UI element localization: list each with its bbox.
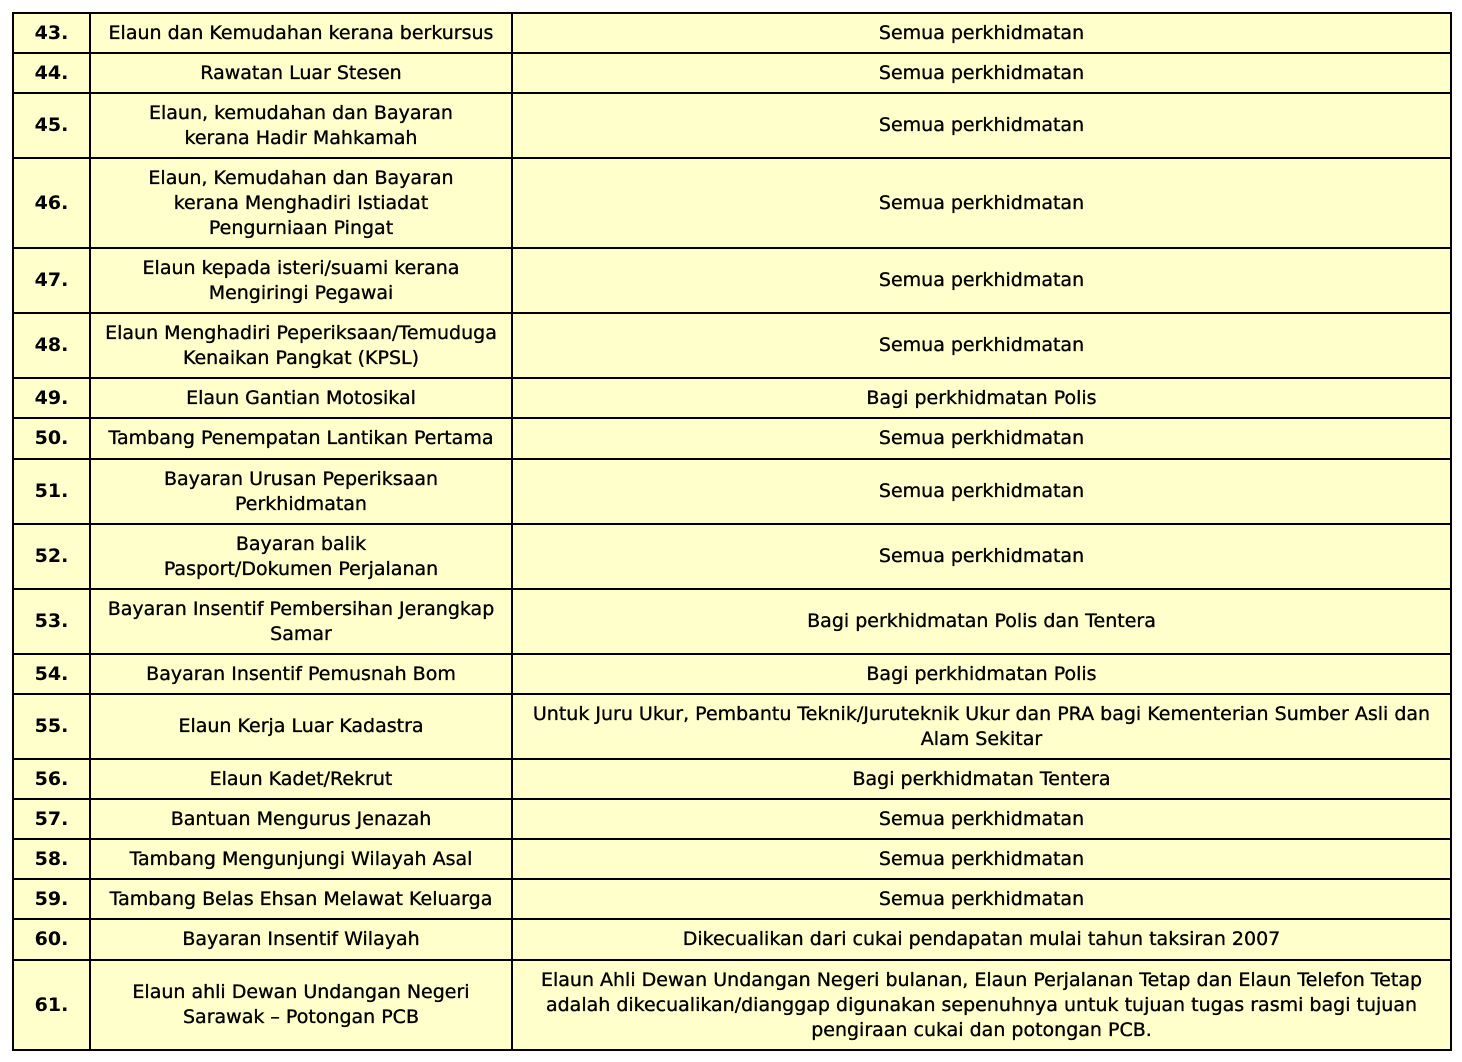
table-row: [13, 654, 1451, 694]
service-scope: Bagi perkhidmatan Tentera: [512, 759, 1451, 799]
item-number: 53.: [13, 589, 90, 654]
table-row: [13, 524, 1451, 589]
allowance-name: Elaun Kerja Luar Kadastra: [90, 694, 512, 759]
table-row: [13, 313, 1451, 378]
table-row: [13, 158, 1451, 248]
table-row: [13, 378, 1451, 418]
item-number: 60.: [13, 919, 90, 960]
allowance-name: Bantuan Mengurus Jenazah: [90, 799, 512, 839]
table-row: [13, 13, 1451, 53]
allowance-name: Bayaran balik Pasport/Dokumen Perjalanan: [90, 524, 512, 589]
allowance-name: Tambang Mengunjungi Wilayah Asal: [90, 839, 512, 879]
table-row: [13, 694, 1451, 759]
item-number: 59.: [13, 879, 90, 919]
item-number: 54.: [13, 654, 90, 694]
service-scope: Semua perkhidmatan: [512, 418, 1451, 459]
allowance-name: Elaun ahli Dewan Undangan Negeri Sarawak – Potongan PCB: [90, 960, 512, 1050]
item-number: 52.: [13, 524, 90, 589]
table-row: [13, 960, 1451, 1050]
service-scope: Semua perkhidmatan: [512, 459, 1451, 524]
table-row: [13, 93, 1451, 158]
service-scope: Elaun Ahli Dewan Undangan Negeri bulanan, Elaun Perjalanan Tetap dan Elaun Telefon Tetap adalah dikecualikan/dianggap digunakan sepenuhnya untuk tujuan tugas rasmi bagi tujuan pengiraan cukai dan potongan PCB.: [512, 960, 1451, 1050]
table-row: [13, 759, 1451, 799]
service-scope: Semua perkhidmatan: [512, 93, 1451, 158]
item-number: 57.: [13, 799, 90, 839]
allowance-name: Tambang Penempatan Lantikan Pertama: [90, 418, 512, 459]
allowance-name: Elaun, Kemudahan dan Bayaran kerana Menghadiri Istiadat Pengurniaan Pingat: [90, 158, 512, 248]
service-scope: Bagi perkhidmatan Polis dan Tentera: [512, 589, 1451, 654]
table-row: [13, 879, 1451, 919]
allowance-name: Elaun Kadet/Rekrut: [90, 759, 512, 799]
table-row: [13, 919, 1451, 960]
item-number: 44.: [13, 53, 90, 93]
allowance-name: Tambang Belas Ehsan Melawat Keluarga: [90, 879, 512, 919]
service-scope: Semua perkhidmatan: [512, 879, 1451, 919]
service-scope: Semua perkhidmatan: [512, 158, 1451, 248]
item-number: 46.: [13, 158, 90, 248]
table-row: [13, 459, 1451, 524]
service-scope: Semua perkhidmatan: [512, 13, 1451, 53]
service-scope: Bagi perkhidmatan Polis: [512, 378, 1451, 418]
table-row: [13, 53, 1451, 93]
table-row: [13, 589, 1451, 654]
service-scope: Untuk Juru Ukur, Pembantu Teknik/Juruteknik Ukur dan PRA bagi Kementerian Sumber Asli dan Alam Sekitar: [512, 694, 1451, 759]
service-scope: Semua perkhidmatan: [512, 799, 1451, 839]
service-scope: Bagi perkhidmatan Polis: [512, 654, 1451, 694]
allowance-name: Elaun Menghadiri Peperiksaan/Temuduga Kenaikan Pangkat (KPSL): [90, 313, 512, 378]
table-row: [13, 799, 1451, 839]
allowance-name: Bayaran Insentif Pembersihan Jerangkap Samar: [90, 589, 512, 654]
allowance-table: [12, 12, 1452, 1051]
allowance-name: Elaun Gantian Motosikal: [90, 378, 512, 418]
table-row: [13, 248, 1451, 313]
item-number: 43.: [13, 13, 90, 53]
item-number: 58.: [13, 839, 90, 879]
item-number: 61.: [13, 960, 90, 1050]
allowance-name: Bayaran Insentif Pemusnah Bom: [90, 654, 512, 694]
service-scope: Dikecualikan dari cukai pendapatan mulai tahun taksiran 2007: [512, 919, 1451, 960]
allowance-name: Bayaran Urusan Peperiksaan Perkhidmatan: [90, 459, 512, 524]
service-scope: Semua perkhidmatan: [512, 248, 1451, 313]
allowance-name: Elaun, kemudahan dan Bayaran kerana Hadir Mahkamah: [90, 93, 512, 158]
allowance-name: Elaun dan Kemudahan kerana berkursus: [90, 13, 512, 53]
allowance-name: Bayaran Insentif Wilayah: [90, 919, 512, 960]
item-number: 50.: [13, 418, 90, 459]
allowance-name: Elaun kepada isteri/suami kerana Mengiringi Pegawai: [90, 248, 512, 313]
item-number: 51.: [13, 459, 90, 524]
service-scope: Semua perkhidmatan: [512, 524, 1451, 589]
table-row: [13, 839, 1451, 879]
item-number: 56.: [13, 759, 90, 799]
service-scope: Semua perkhidmatan: [512, 839, 1451, 879]
item-number: 47.: [13, 248, 90, 313]
service-scope: Semua perkhidmatan: [512, 53, 1451, 93]
allowance-name: Rawatan Luar Stesen: [90, 53, 512, 93]
item-number: 49.: [13, 378, 90, 418]
item-number: 55.: [13, 694, 90, 759]
service-scope: Semua perkhidmatan: [512, 313, 1451, 378]
item-number: 45.: [13, 93, 90, 158]
item-number: 48.: [13, 313, 90, 378]
table-row: [13, 418, 1451, 459]
